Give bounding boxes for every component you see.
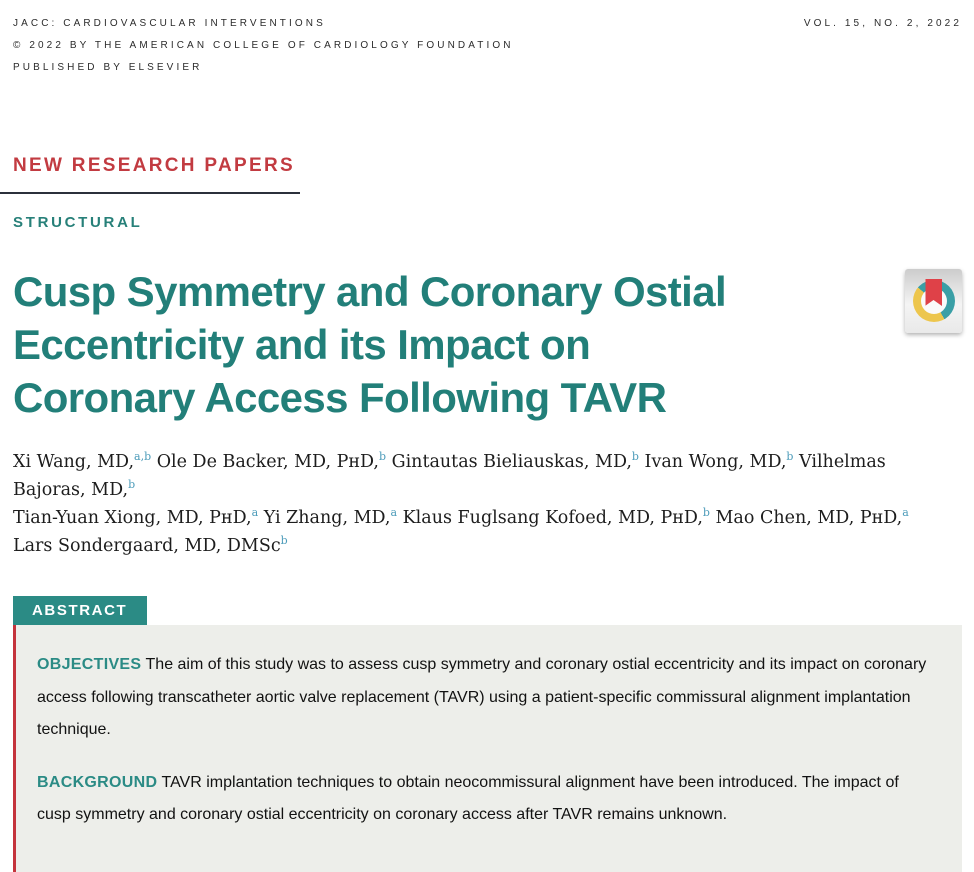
affiliation-superscript: b	[786, 450, 794, 464]
author-name: Gintautas Bieliauskas, MD,	[386, 452, 632, 472]
author-line	[13, 448, 962, 504]
publisher-line: PUBLISHED BY ELSEVIER	[13, 62, 203, 73]
author-name: Xi Wang, MD,	[13, 452, 135, 472]
affiliation-superscript: b	[280, 534, 288, 548]
abstract-paragraph: OBJECTIVES The aim of this study was to assess cusp symmetry and coronary ostial eccentricity and its impact on coronary access following transcatheter aortic valve replacement (TAVR) using a patient-specific commissural alignment implantation technique.	[37, 656, 927, 738]
affiliation-superscript: a	[251, 506, 259, 520]
author-line	[13, 532, 962, 560]
journal-name: JACC: CARDIOVASCULAR INTERVENTIONS	[13, 18, 326, 29]
title-line: Cusp Symmetry and Coronary Ostial	[13, 268, 727, 315]
author-list	[13, 448, 962, 560]
author-name: Ole De Backer, MD, PʜD,	[151, 452, 379, 472]
section-rule	[0, 192, 300, 194]
affiliation-superscript: a	[902, 506, 909, 520]
author-name: Lars Sondergaard, MD, DMSc	[13, 536, 281, 556]
abstract-paragraph: BACKGROUND TAVR implantation techniques to obtain neocommissural alignment have been introduced. The impact of cusp symmetry and coronary ostial eccentricity on coronary access after TAVR remains unknown.	[37, 773, 899, 823]
copyright-line: © 2022 BY THE AMERICAN COLLEGE OF CARDIOLOGY FOUNDATION	[13, 40, 514, 51]
title-line: Eccentricity and its Impact on	[13, 321, 591, 368]
author-name: Mao Chen, MD, PʜD,	[709, 508, 903, 528]
section-category: NEW RESEARCH PAPERS	[13, 155, 295, 176]
affiliation-superscript: b	[631, 450, 639, 464]
abstract-tab: ABSTRACT	[13, 596, 147, 625]
abstract-section-label: BACKGROUND	[37, 773, 158, 791]
affiliation-superscript: a	[390, 506, 398, 520]
author-name: Tian-Yuan Xiong, MD, PʜD,	[13, 508, 252, 528]
abstract-section-label: OBJECTIVES	[37, 656, 142, 673]
affiliation-superscript: b	[702, 506, 710, 520]
article-title	[13, 265, 726, 424]
masthead-left	[13, 13, 514, 79]
abstract-box	[13, 625, 962, 872]
section-subcategory: STRUCTURAL	[13, 214, 143, 231]
author-name: Vilhelmas Bajoras, MD,	[13, 452, 886, 500]
affiliation-superscript: a,b	[134, 450, 152, 464]
volume-issue: VOL. 15, NO. 2, 2022	[803, 18, 962, 29]
affiliation-superscript: b	[128, 478, 136, 492]
title-line: Coronary Access Following TAVR	[13, 374, 667, 421]
affiliation-superscript: b	[378, 450, 387, 464]
author-name: Ivan Wong, MD,	[638, 452, 787, 472]
jacc-logo	[905, 269, 962, 333]
author-line	[13, 504, 962, 532]
masthead	[0, 0, 974, 79]
title-row	[13, 265, 962, 424]
author-name: Klaus Fuglsang Kofoed, MD, PʜD,	[397, 508, 703, 528]
author-name: Yi Zhang, MD,	[258, 508, 391, 528]
